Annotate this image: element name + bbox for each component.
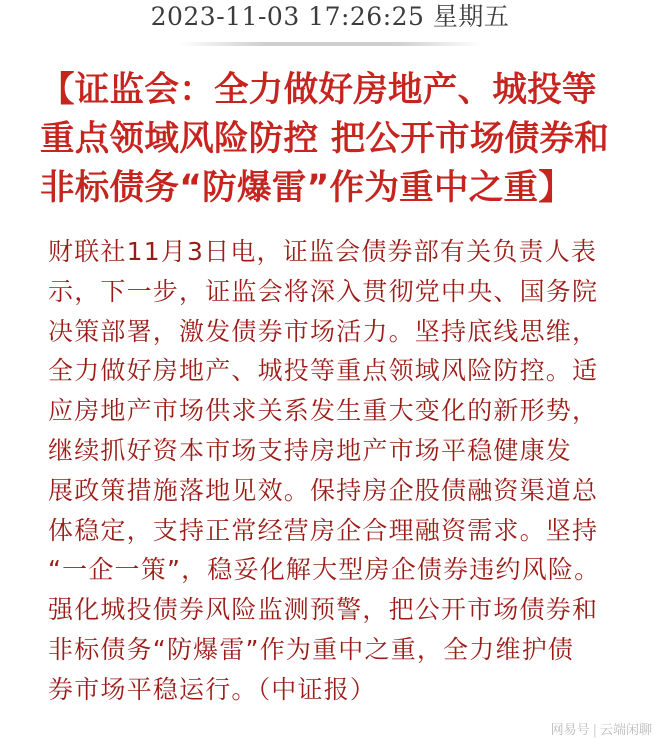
article-headline: [40, 66, 640, 213]
body-line: 券市场平稳运行。（中证报）: [48, 674, 377, 704]
body-line: 决策部署，激发债券市场活力。坚持底线思维，: [48, 316, 599, 346]
body-line: 全力做好房地产、城投等重点领域风险防控。适: [48, 356, 599, 386]
body-line: 强化城投债券风险监测预警，把公开市场债券和: [48, 595, 599, 625]
watermark-source: 网易号: [550, 723, 590, 738]
headline-line: 重点领域风险防控 把公开市场债券和: [40, 119, 610, 159]
body-line: 应房地产市场供求关系发生重大变化的新形势，: [48, 396, 599, 426]
watermark: [551, 723, 652, 739]
body-line: 非标债务“防爆雷”作为重中之重，全力维护债: [48, 634, 575, 664]
headline-line: 【证监会：全力做好房地产、城投等: [40, 70, 597, 110]
article-body: [48, 232, 644, 710]
header-divider: [178, 42, 482, 46]
body-line: 财联社11月3日电，证监会债券部有关负责人表: [48, 237, 598, 266]
watermark-separator: |: [592, 723, 597, 738]
body-line: 体稳定，支持正常经营房企合理融资需求。坚持: [48, 515, 599, 545]
headline-line: 非标债务“防爆雷”作为重中之重】: [40, 168, 574, 208]
body-line: 继续抓好资本市场支持房地产市场平稳健康发: [48, 435, 573, 465]
body-line: 展政策措施落地见效。保持房企股债融资渠道总: [48, 475, 599, 505]
watermark-author: 云端闲聊: [599, 723, 652, 738]
body-line: “一企一策”，稳妥化解大型房企债券违约风险。: [48, 555, 601, 585]
publish-timestamp: 2023-11-03 17:26:25 星期五: [150, 2, 510, 31]
body-line: 示，下一步，证监会将深入贯彻党中央、国务院: [48, 276, 599, 306]
